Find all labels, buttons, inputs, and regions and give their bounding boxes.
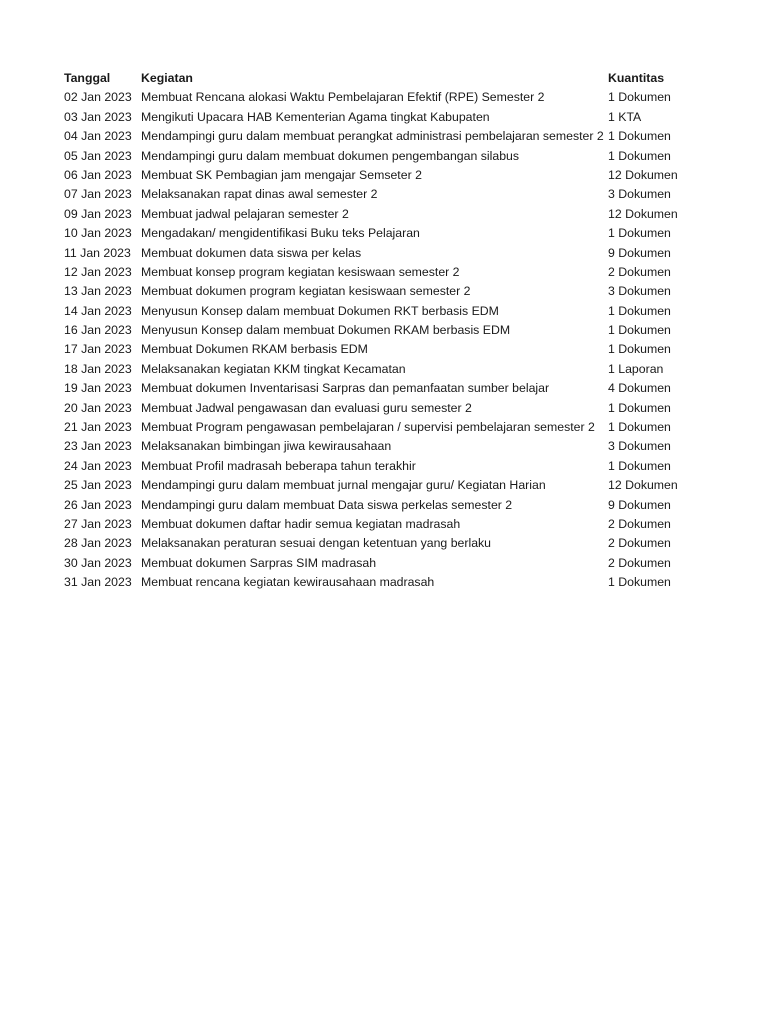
- row-date: 26 Jan 2023: [64, 497, 132, 512]
- row-activity: Membuat Profil madrasah beberapa tahun terakhir: [141, 458, 416, 473]
- row-quantity: 3 Dokumen: [608, 187, 671, 202]
- row-quantity: 1 Dokumen: [608, 420, 671, 435]
- row-date: 02 Jan 2023: [64, 90, 132, 105]
- row-activity: Membuat jadwal pelajaran semester 2: [141, 206, 349, 221]
- row-date: 25 Jan 2023: [64, 478, 132, 493]
- row-activity: Melaksanakan rapat dinas awal semester 2: [141, 187, 378, 202]
- table-row: [64, 496, 704, 515]
- table-row: [64, 379, 704, 398]
- row-date: 10 Jan 2023: [64, 226, 132, 241]
- row-activity: Mengadakan/ mengidentifikasi Buku teks Pelajaran: [141, 226, 420, 241]
- table-row: [64, 399, 704, 418]
- row-quantity: 2 Dokumen: [608, 536, 671, 551]
- row-activity: Melaksanakan kegiatan KKM tingkat Kecamatan: [141, 361, 406, 376]
- row-date: 13 Jan 2023: [64, 284, 132, 299]
- row-activity: Membuat Rencana alokasi Waktu Pembelajaran Efektif (RPE) Semester 2: [141, 90, 545, 105]
- row-date: 30 Jan 2023: [64, 555, 132, 570]
- row-quantity: 2 Dokumen: [608, 516, 671, 531]
- row-activity: Melaksanakan peraturan sesuai dengan ketentuan yang berlaku: [141, 536, 492, 551]
- row-date: 21 Jan 2023: [64, 420, 132, 435]
- row-date: 06 Jan 2023: [64, 167, 132, 182]
- row-activity: Membuat SK Pembagian jam mengajar Semseter 2: [141, 167, 422, 182]
- table-row: [64, 205, 704, 224]
- row-activity: Melaksanakan bimbingan jiwa kewirausahaan: [141, 439, 392, 454]
- row-date: 07 Jan 2023: [64, 187, 132, 202]
- row-quantity: 3 Dokumen: [608, 439, 671, 454]
- row-quantity: 1 Dokumen: [608, 575, 671, 590]
- row-quantity: 12 Dokumen: [608, 167, 678, 182]
- table-row: [64, 185, 704, 204]
- row-quantity: 1 Dokumen: [608, 342, 671, 357]
- activity-table: [64, 69, 704, 593]
- row-date: 11 Jan 2023: [64, 245, 131, 260]
- row-quantity: 9 Dokumen: [608, 245, 671, 260]
- row-quantity: 1 Dokumen: [608, 400, 671, 415]
- row-date: 03 Jan 2023: [64, 109, 132, 124]
- row-quantity: 1 Dokumen: [608, 323, 671, 338]
- row-quantity: 1 Dokumen: [608, 90, 671, 105]
- row-date: 04 Jan 2023: [64, 129, 132, 144]
- table-row: [64, 573, 704, 592]
- table-row: [64, 88, 704, 107]
- table-row: [64, 244, 704, 263]
- row-quantity: 1 Dokumen: [608, 458, 671, 473]
- row-quantity: 3 Dokumen: [608, 284, 671, 299]
- table-row: [64, 437, 704, 456]
- row-activity: Menyusun Konsep dalam membuat Dokumen RKAM berbasis EDM: [141, 323, 511, 338]
- table-row: [64, 515, 704, 534]
- row-quantity: 4 Dokumen: [608, 381, 671, 396]
- row-quantity: 1 Dokumen: [608, 226, 671, 241]
- row-date: 27 Jan 2023: [64, 516, 132, 531]
- row-date: 23 Jan 2023: [64, 439, 132, 454]
- row-quantity: 12 Dokumen: [608, 478, 678, 493]
- row-date: 14 Jan 2023: [64, 303, 132, 318]
- row-activity: Membuat Dokumen RKAM berbasis EDM: [141, 342, 368, 357]
- row-activity: Membuat dokumen Sarpras SIM madrasah: [141, 555, 377, 570]
- header-activity: Kegiatan: [141, 71, 193, 85]
- table-row: [64, 127, 704, 146]
- table-row: [64, 224, 704, 243]
- row-quantity: 1 Dokumen: [608, 303, 671, 318]
- table-row: [64, 554, 704, 573]
- table-row: [64, 263, 704, 282]
- row-activity: Membuat dokumen daftar hadir semua kegiatan madrasah: [141, 516, 461, 531]
- row-date: 28 Jan 2023: [64, 536, 132, 551]
- row-activity: Mendampingi guru dalam membuat perangkat administrasi pembelajaran semester 2: [141, 129, 604, 144]
- table-row: [64, 321, 704, 340]
- row-activity: Membuat dokumen Inventarisasi Sarpras dan pemanfaatan sumber belajar: [141, 381, 550, 396]
- row-date: 20 Jan 2023: [64, 400, 132, 415]
- row-date: 17 Jan 2023: [64, 342, 132, 357]
- table-row: [64, 476, 704, 495]
- row-quantity: 1 KTA: [608, 109, 642, 124]
- row-date: 16 Jan 2023: [64, 323, 132, 338]
- row-activity: Membuat Jadwal pengawasan dan evaluasi guru semester 2: [141, 400, 472, 415]
- header-date: Tanggal: [64, 71, 111, 85]
- row-quantity: 2 Dokumen: [608, 555, 671, 570]
- row-quantity: 12 Dokumen: [608, 206, 678, 221]
- table-row: [64, 457, 704, 476]
- row-activity: Mendampingi guru dalam membuat dokumen pengembangan silabus: [141, 148, 520, 163]
- row-activity: Membuat Program pengawasan pembelajaran / supervisi pembelajaran semester 2: [141, 420, 595, 435]
- row-date: 24 Jan 2023: [64, 458, 132, 473]
- table-body: [64, 88, 704, 592]
- table-row: [64, 340, 704, 359]
- table-row: [64, 302, 704, 321]
- row-date: 05 Jan 2023: [64, 148, 132, 163]
- row-quantity: 2 Dokumen: [608, 264, 671, 279]
- row-activity: Membuat konsep program kegiatan kesiswaan semester 2: [141, 264, 460, 279]
- row-activity: Mendampingi guru dalam membuat jurnal mengajar guru/ Kegiatan Harian: [141, 478, 546, 493]
- row-date: 12 Jan 2023: [64, 264, 132, 279]
- row-date: 31 Jan 2023: [64, 575, 132, 590]
- row-quantity: 1 Laporan: [608, 361, 664, 376]
- row-date: 09 Jan 2023: [64, 206, 132, 221]
- table-row: [64, 108, 704, 127]
- row-activity: Menyusun Konsep dalam membuat Dokumen RKT berbasis EDM: [141, 303, 499, 318]
- table-row: [64, 418, 704, 437]
- row-activity: Mendampingi guru dalam membuat Data siswa perkelas semester 2: [141, 497, 513, 512]
- table-row: [64, 147, 704, 166]
- row-activity: Mengikuti Upacara HAB Kementerian Agama tingkat Kabupaten: [141, 109, 490, 124]
- row-quantity: 1 Dokumen: [608, 129, 671, 144]
- row-date: 18 Jan 2023: [64, 361, 132, 376]
- table-header-row: [64, 69, 704, 88]
- table-row: [64, 282, 704, 301]
- row-date: 19 Jan 2023: [64, 381, 132, 396]
- table-row: [64, 166, 704, 185]
- row-quantity: 1 Dokumen: [608, 148, 671, 163]
- header-quantity: Kuantitas: [608, 71, 665, 85]
- table-row: [64, 360, 704, 379]
- table-row: [64, 534, 704, 553]
- row-quantity: 9 Dokumen: [608, 497, 671, 512]
- row-activity: Membuat dokumen program kegiatan kesiswaan semester 2: [141, 284, 471, 299]
- row-activity: Membuat rencana kegiatan kewirausahaan madrasah: [141, 575, 435, 590]
- row-activity: Membuat dokumen data siswa per kelas: [141, 245, 362, 260]
